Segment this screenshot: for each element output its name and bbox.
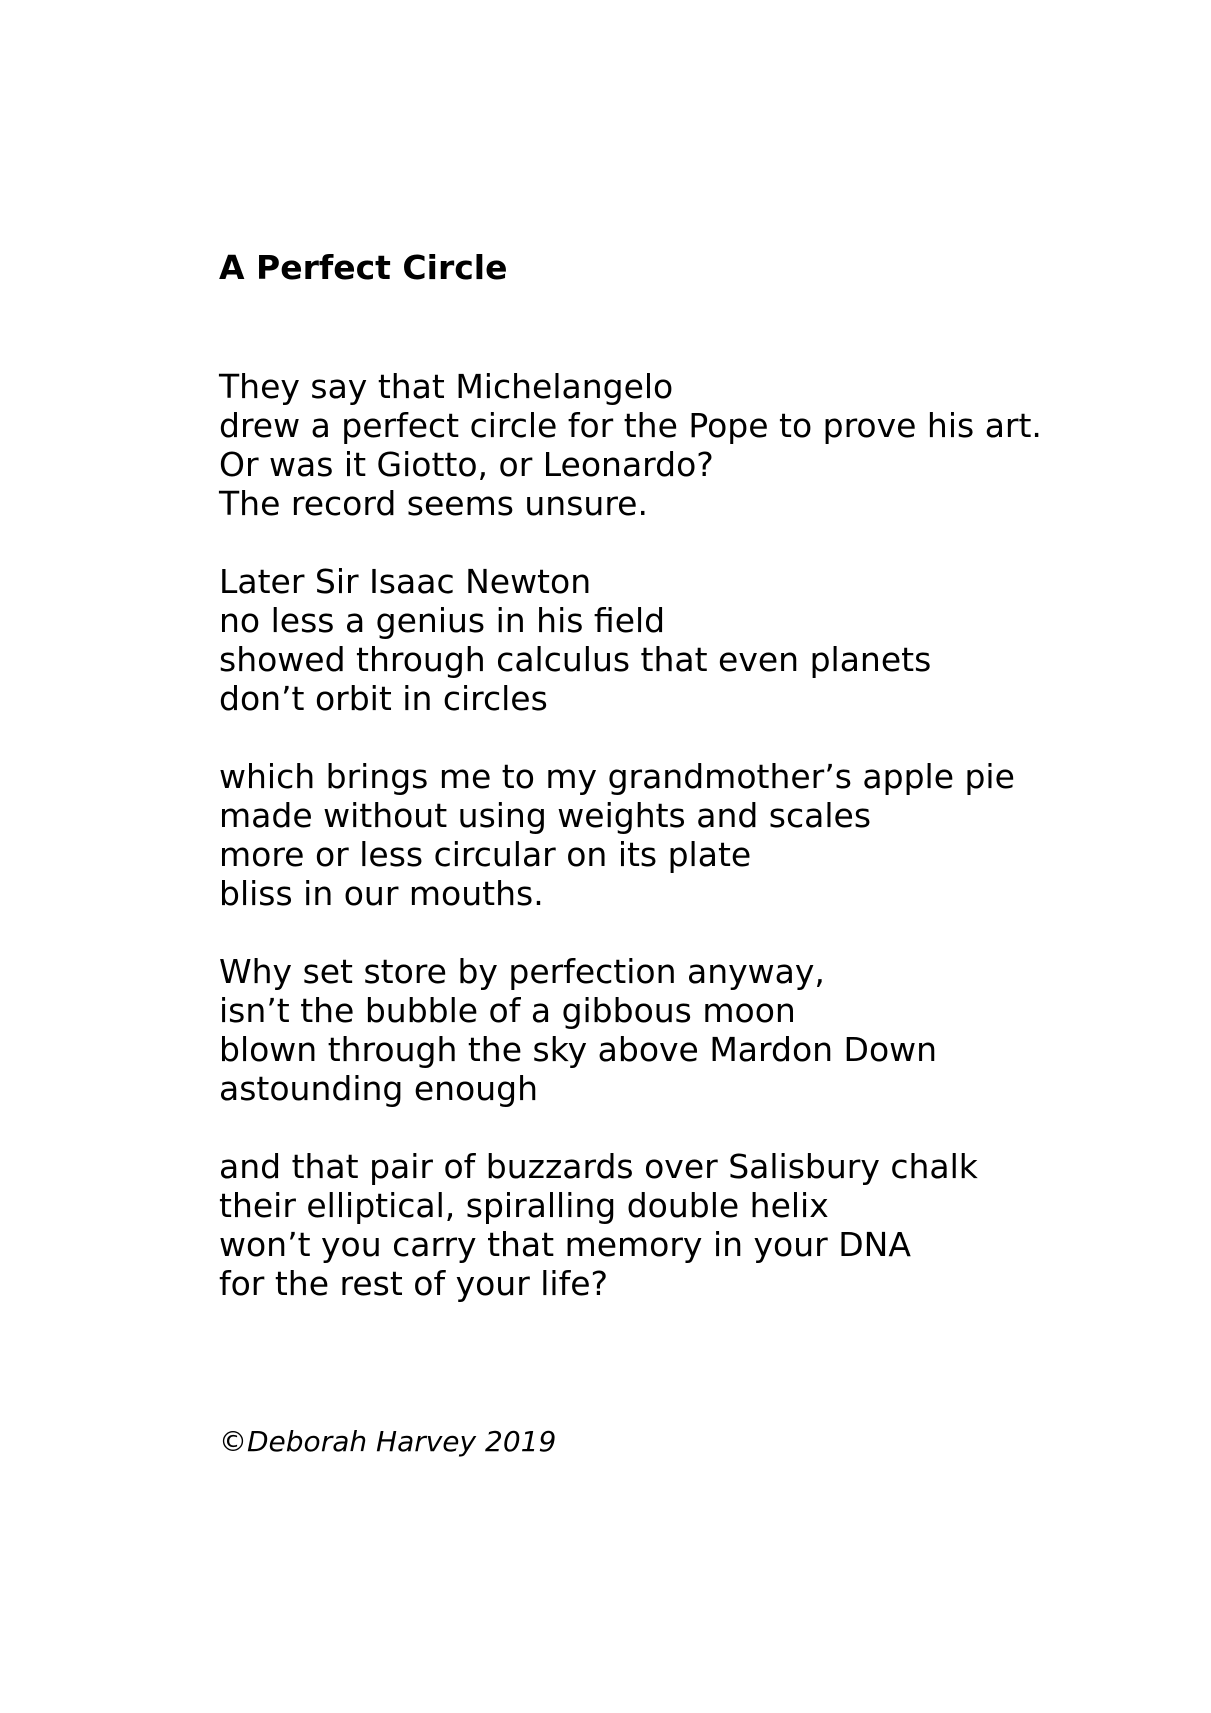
stanza-4 — [219, 952, 1179, 1108]
poem-title: A Perfect Circle — [219, 248, 508, 287]
stanza-1 — [219, 367, 1179, 523]
poem-line: Why set store by perfection anyway, — [219, 952, 825, 991]
poem-line: more or less circular on its plate — [219, 835, 752, 874]
poem-line: isn’t the bubble of a gibbous moon — [219, 991, 796, 1030]
poem-line: for the rest of your life? — [219, 1264, 609, 1303]
poem-line: They say that Michelangelo — [219, 367, 674, 406]
poem-line: which brings me to my grandmother’s apple pie — [219, 757, 1015, 796]
poem-line: showed through calculus that even planets — [219, 640, 932, 679]
poem-line: Later Sir Isaac Newton — [219, 562, 592, 601]
poem-line: bliss in our mouths. — [219, 874, 544, 913]
poem-line: made without using weights and scales — [219, 796, 872, 835]
poem-line: no less a genius in his field — [219, 601, 666, 640]
poem-line: won’t you carry that memory in your DNA — [219, 1225, 911, 1264]
poem-line: blown through the sky above Mardon Down — [219, 1030, 938, 1069]
poem-line: Or was it Giotto, or Leonardo? — [219, 445, 714, 484]
stanza-5 — [219, 1147, 1179, 1303]
poem-line: their elliptical, spiralling double helix — [219, 1186, 829, 1225]
copyright-notice: ©Deborah Harvey 2019 — [219, 1425, 557, 1458]
poem-line: astounding enough — [219, 1069, 539, 1108]
poem-line: don’t orbit in circles — [219, 679, 548, 718]
poem-line: and that pair of buzzards over Salisbury chalk — [219, 1147, 978, 1186]
stanza-2 — [219, 562, 1179, 718]
poem-line: drew a perfect circle for the Pope to prove his art. — [219, 406, 1042, 445]
poem-line: The record seems unsure. — [219, 484, 648, 523]
stanza-3 — [219, 757, 1179, 913]
poem-body — [219, 367, 1179, 1342]
